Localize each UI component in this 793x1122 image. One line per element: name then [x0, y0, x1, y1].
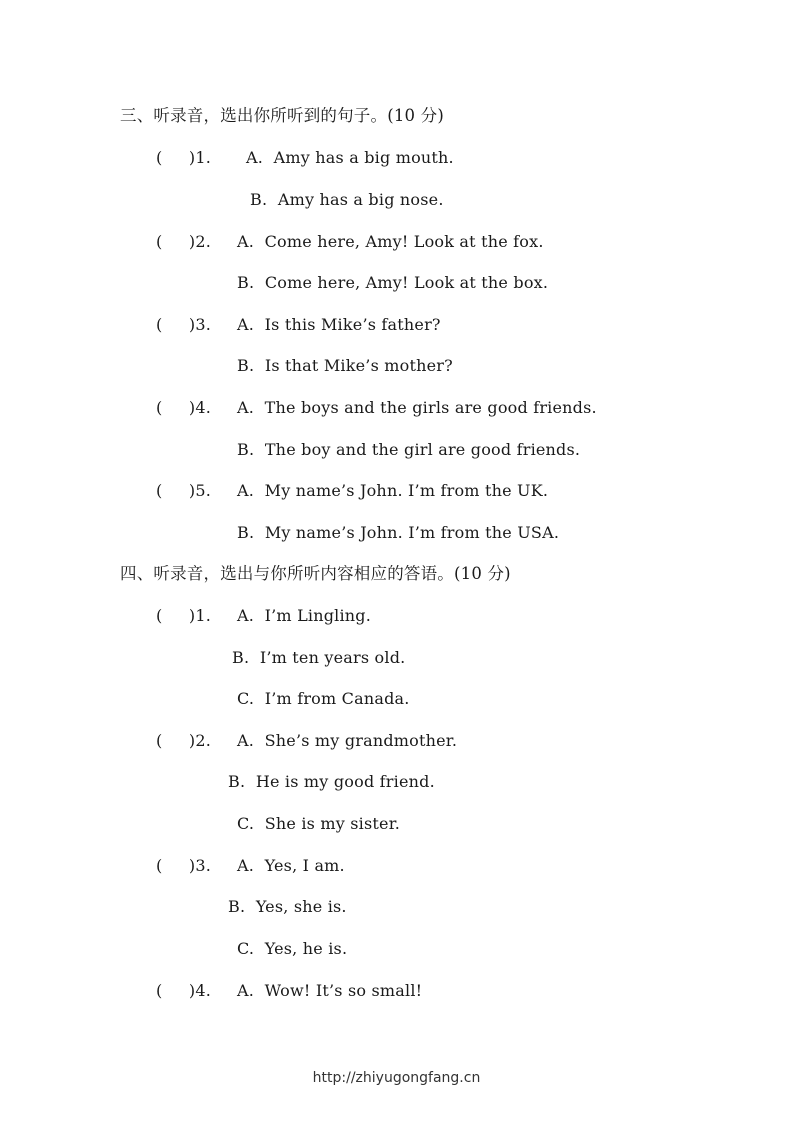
s4-q3-option-a: A. Yes, I am.: [237, 856, 345, 875]
section3-heading: 三、听录音，选出你所听到的句子。(10 分): [120, 106, 445, 125]
s3-q4-number: ( )4.: [156, 398, 211, 417]
s4-q3-option-c: C. Yes, he is.: [237, 939, 348, 958]
s3-q4-option-a: A. The boys and the girls are good friends.: [237, 398, 597, 417]
s4-q1-option-b: B. I’m ten years old.: [232, 648, 406, 667]
s3-q3-option-a: A. Is this Mike’s father?: [237, 315, 441, 334]
s3-q5-option-b: B. My name’s John. I’m from the USA.: [237, 523, 560, 542]
s4-q2-option-c: C. She is my sister.: [237, 814, 401, 833]
s4-q1-option-c: C. I’m from Canada.: [237, 689, 410, 708]
s3-q5-option-a: A. My name’s John. I’m from the UK.: [237, 481, 549, 500]
s3-q2-option-a: A. Come here, Amy! Look at the fox.: [237, 232, 544, 251]
s4-q2-option-a: A. She’s my grandmother.: [237, 731, 458, 750]
s4-q3-option-b: B. Yes, she is.: [228, 897, 347, 916]
s3-q5-number: ( )5.: [156, 481, 211, 500]
s3-q1-number: ( )1.: [156, 148, 211, 167]
s4-q1-option-a: A. I’m Lingling.: [237, 606, 372, 625]
s4-q2-option-b: B. He is my good friend.: [228, 772, 435, 791]
s4-q4-number: ( )4.: [156, 981, 211, 1000]
s3-q1-option-b: B. Amy has a big nose.: [250, 190, 444, 209]
s4-q1-number: ( )1.: [156, 606, 211, 625]
s4-q3-number: ( )3.: [156, 856, 211, 875]
s3-q4-option-b: B. The boy and the girl are good friends.: [237, 440, 581, 459]
s3-q2-number: ( )2.: [156, 232, 211, 251]
footer-url: http://zhiyugongfang.cn: [312, 1070, 481, 1086]
s4-q2-number: ( )2.: [156, 731, 211, 750]
s4-q4-option-a: A. Wow! It’s so small!: [237, 981, 423, 1000]
s3-q2-option-b: B. Come here, Amy! Look at the box.: [237, 273, 549, 292]
s3-q3-option-b: B. Is that Mike’s mother?: [237, 356, 453, 375]
section4-heading: 四、听录音，选出与你所听内容相应的答语。(10 分): [120, 564, 511, 583]
s3-q1-option-a: A. Amy has a big mouth.: [246, 148, 454, 167]
s3-q3-number: ( )3.: [156, 315, 211, 334]
